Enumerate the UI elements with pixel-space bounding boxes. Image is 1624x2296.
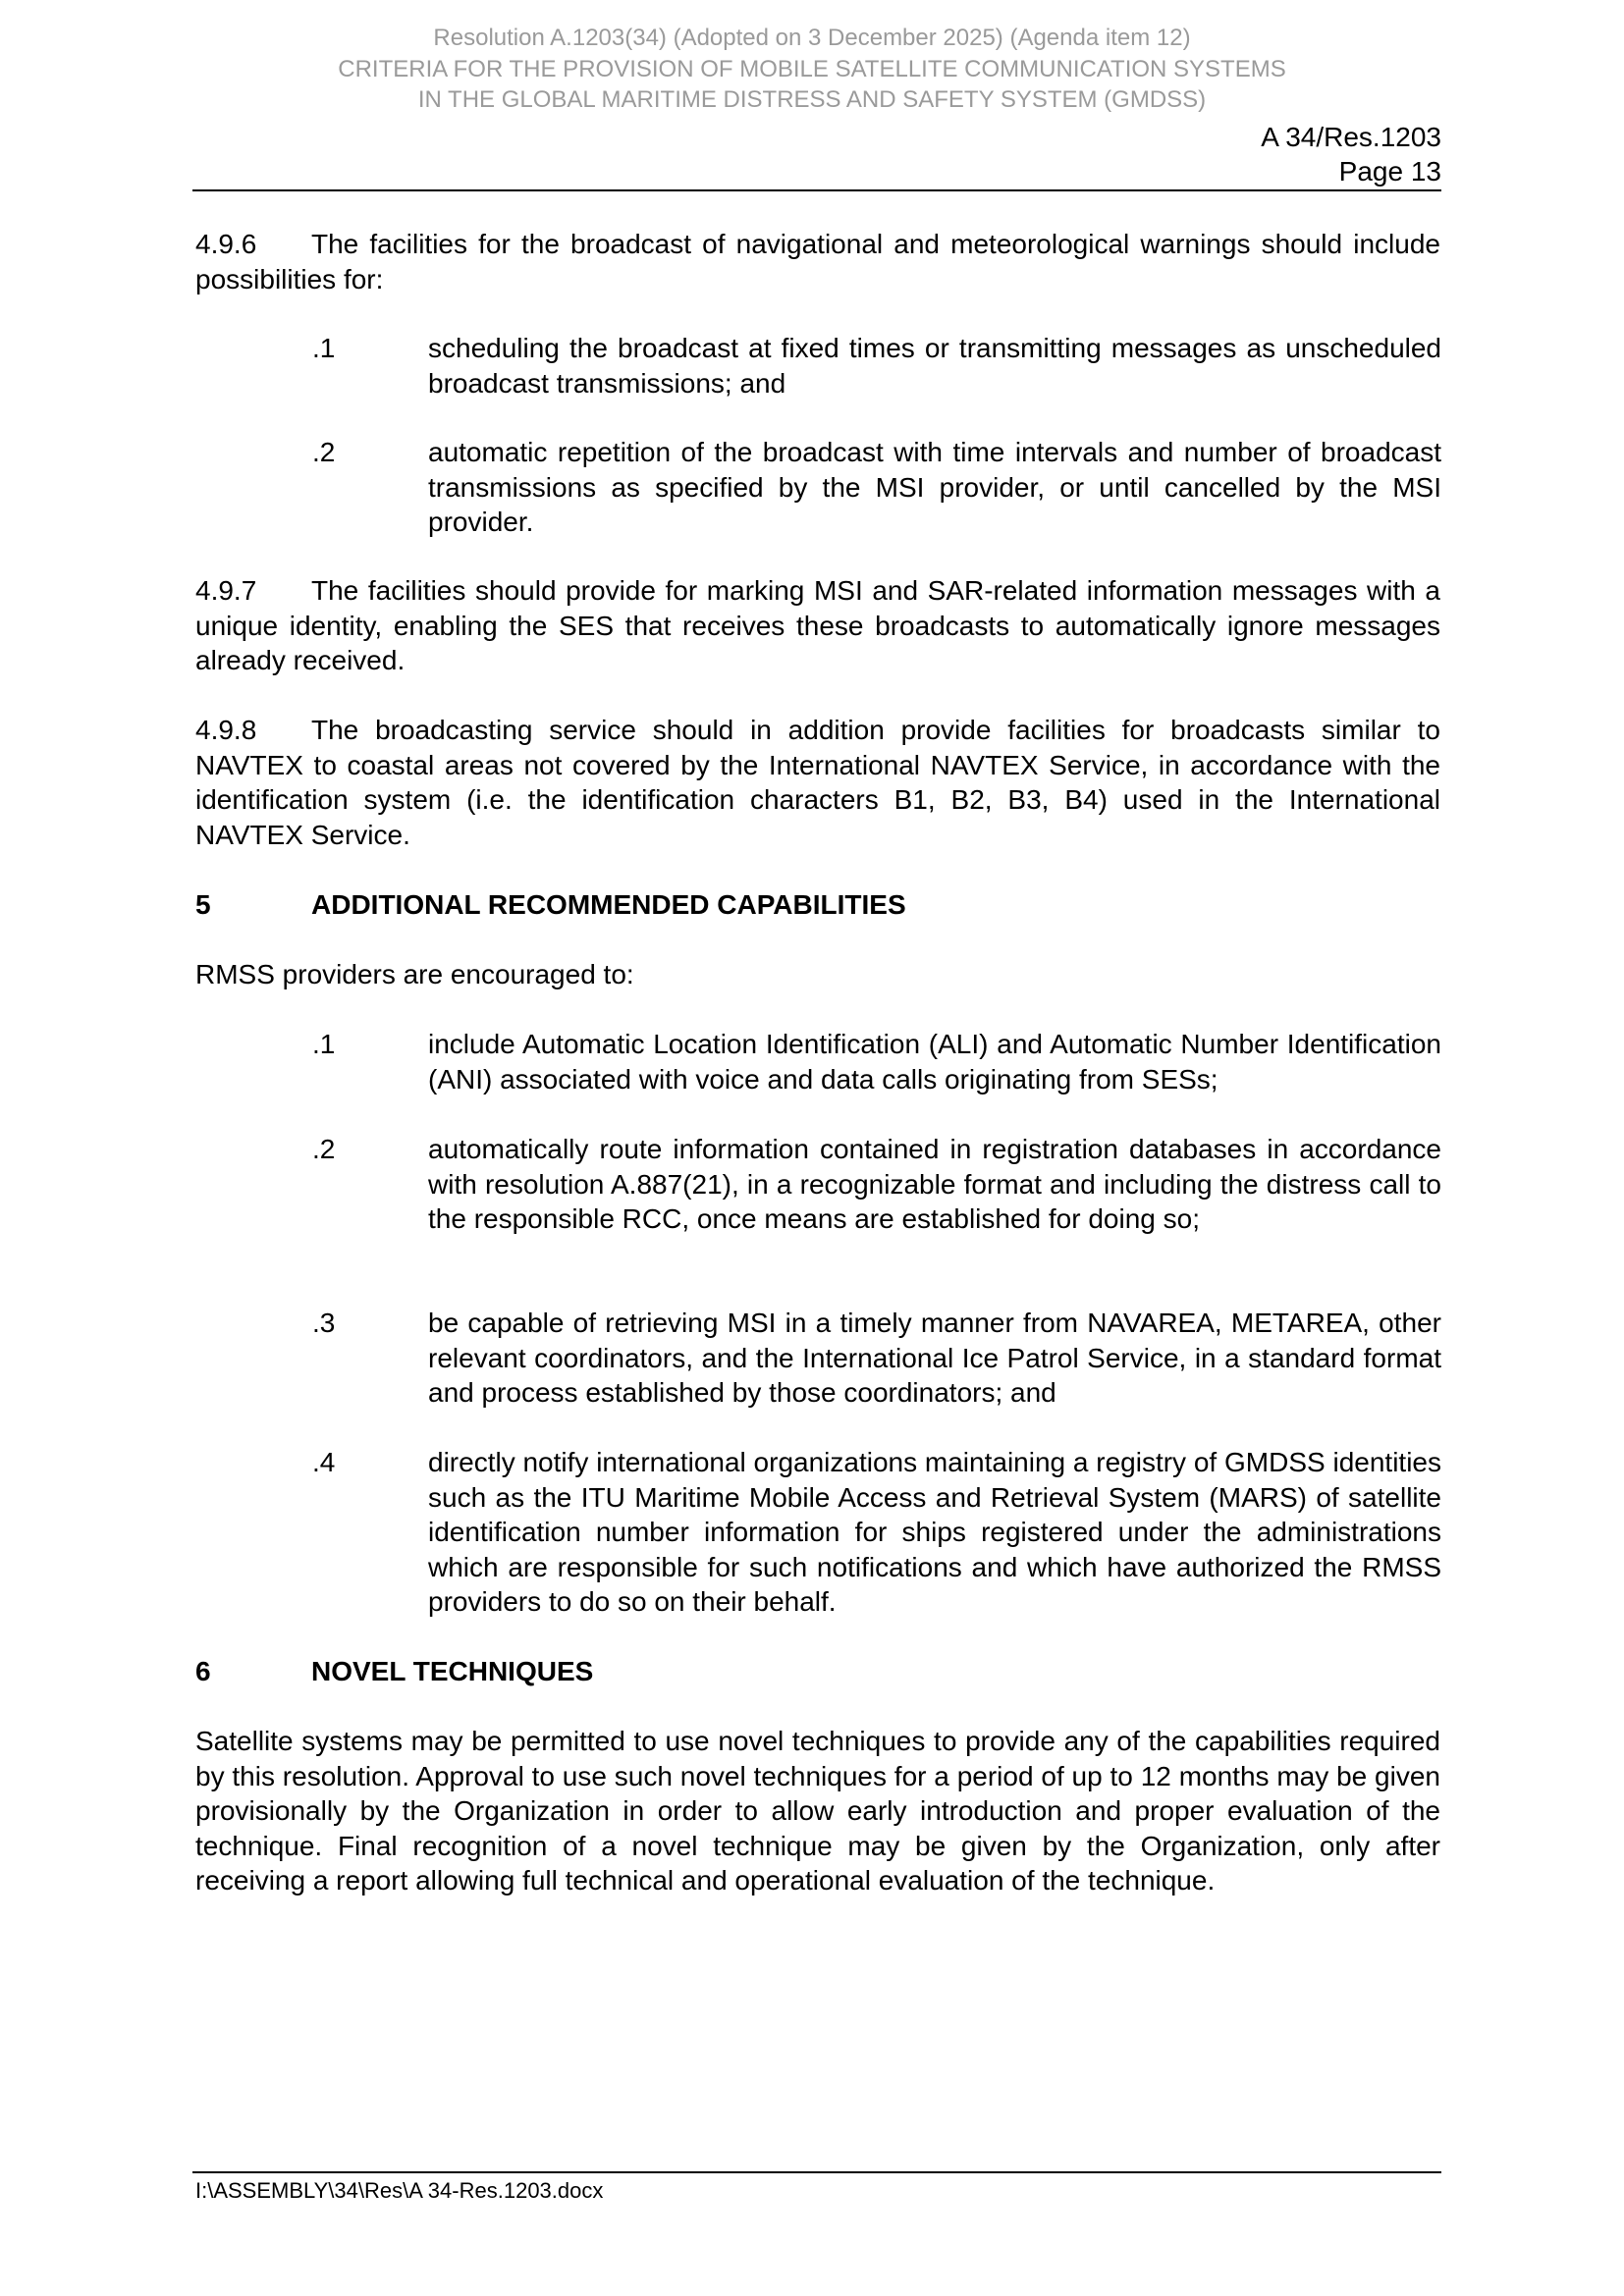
- paragraph-text: The broadcasting service should in addition provide facilities for broadcasts similar to NAVTEX to coastal areas not covered by the International NAVTEX Service, in accordance with the identification system (i.e. the identification characters B1, B2, B3, B4) used in the International NAVTEX Service.: [195, 715, 1440, 850]
- page-number: Page 13: [1338, 156, 1441, 187]
- list-item-index: .1: [312, 1029, 336, 1059]
- section-heading-5: [195, 887, 906, 923]
- paragraph-text: The facilities should provide for marking MSI and SAR-related information messages with a unique identity, enabling the SES that receives these broadcasts to automatically ignore messages already received.: [195, 575, 1440, 675]
- section-title: NOVEL TECHNIQUES: [311, 1656, 594, 1686]
- paragraph-number: 4.9.6: [195, 229, 257, 259]
- paragraph-4-9-6: [195, 227, 1440, 296]
- section-number: 6: [195, 1656, 211, 1686]
- section-number: 5: [195, 889, 211, 920]
- list-item-text: be capable of retrieving MSI in a timely manner from NAVAREA, METAREA, other relevant coordinators, and the International Ice Patrol Service, in a standard format and process established by those coordinators; and: [428, 1308, 1441, 1408]
- resolution-title-line-2: IN THE GLOBAL MARITIME DISTRESS AND SAFETY SYSTEM (GMDSS): [417, 86, 1207, 113]
- section-5-intro: RMSS providers are encouraged to:: [195, 959, 634, 989]
- list-item-text: scheduling the broadcast at fixed times or transmitting messages as unscheduled broadcast transmissions; and: [428, 333, 1441, 399]
- list-item-index: .2: [312, 437, 336, 467]
- paragraph-4-9-7: [195, 573, 1440, 678]
- section-heading-6: [195, 1654, 593, 1689]
- file-path: I:\ASSEMBLY\34\Res\A 34-Res.1203.docx: [195, 2178, 604, 2203]
- list-item-text: automatically route information contained in registration databases in accordance with resolution A.887(21), in a recognizable format and including the distress call to the responsible RCC, once means are established for doing so;: [428, 1134, 1441, 1234]
- resolution-title-line-1: CRITERIA FOR THE PROVISION OF MOBILE SATELLITE COMMUNICATION SYSTEMS: [338, 56, 1286, 82]
- resolution-header-line: Resolution A.1203(34) (Adopted on 3 December 2025) (Agenda item 12): [433, 25, 1191, 51]
- footer-rule: [192, 2171, 1441, 2173]
- list-item-index: .3: [312, 1308, 336, 1338]
- paragraph-4-9-8: [195, 713, 1440, 852]
- header-rule: [192, 189, 1441, 191]
- section-6-text: Satellite systems may be permitted to use novel techniques to provide any of the capabilities required by this resolution. Approval to use such novel techniques for a period of up to 12 months may be given provisionally by the Organization in order to allow early introduction and proper evaluation of the technique. Final recognition of a novel technique may be given by the Organization, only after receiving a report allowing full technical and operational evaluation of the technique.: [195, 1726, 1440, 1896]
- paragraph-text: The facilities for the broadcast of navigational and meteorological warnings should include possibilities for:: [195, 229, 1440, 294]
- list-item-text: directly notify international organizations maintaining a registry of GMDSS identities such as the ITU Maritime Mobile Access and Retrieval System (MARS) of satellite identification number information for ships registered under the administrations which are responsible for such notifications and which have authorized the RMSS providers to do so on their behalf.: [428, 1447, 1441, 1617]
- document-reference: A 34/Res.1203: [1261, 122, 1441, 152]
- list-item-index: .1: [312, 333, 336, 363]
- list-item-index: .2: [312, 1134, 336, 1164]
- paragraph-number: 4.9.8: [195, 715, 257, 745]
- paragraph-number: 4.9.7: [195, 575, 257, 606]
- list-item-index: .4: [312, 1447, 336, 1477]
- list-item-text: include Automatic Location Identification (ALI) and Automatic Number Identification (ANI) associated with voice and data calls originating from SESs;: [428, 1029, 1441, 1095]
- section-title: ADDITIONAL RECOMMENDED CAPABILITIES: [311, 889, 906, 920]
- list-item-text: automatic repetition of the broadcast with time intervals and number of broadcast transmissions as specified by the MSI provider, or until cancelled by the MSI provider.: [428, 437, 1441, 537]
